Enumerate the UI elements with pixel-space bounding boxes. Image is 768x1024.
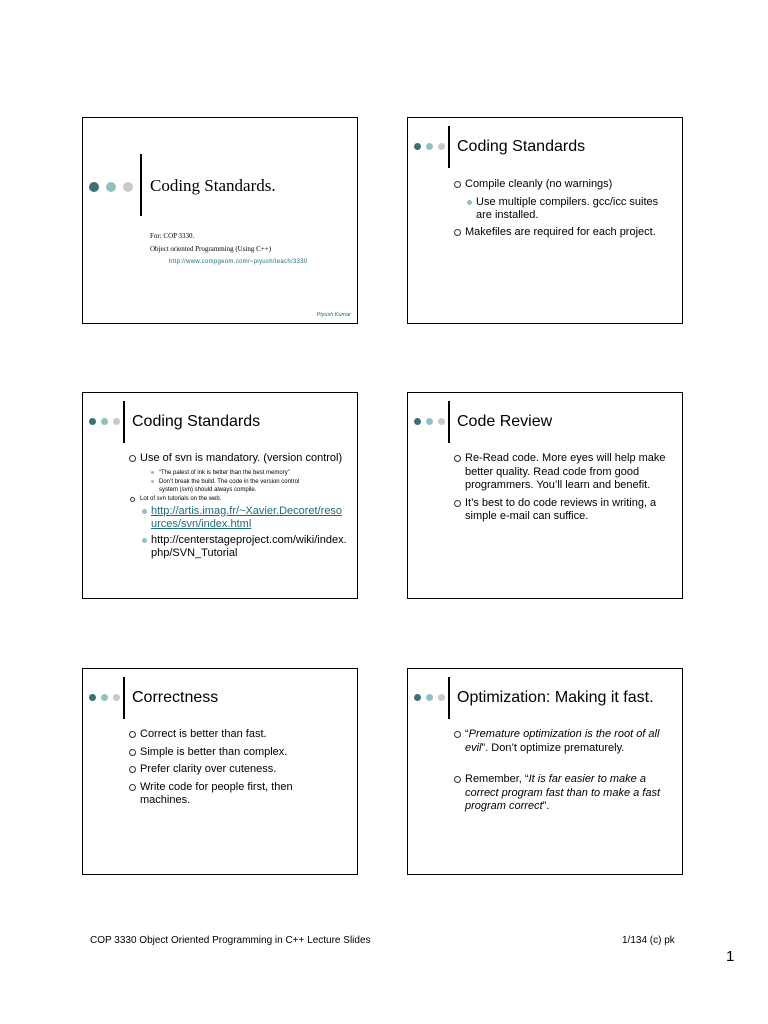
decorative-dots bbox=[414, 143, 445, 150]
author-name: Piyush Kumar bbox=[316, 312, 351, 318]
quote-text: Premature optimization is the root of all evil bbox=[465, 728, 660, 754]
title-divider bbox=[140, 154, 142, 216]
quote-rest: ”. bbox=[542, 800, 550, 812]
slide-2 bbox=[407, 117, 683, 324]
quote-open: “ bbox=[465, 728, 469, 740]
bullet-item: Makefiles are required for each project. bbox=[454, 226, 672, 240]
title-divider bbox=[448, 677, 450, 719]
slide-5 bbox=[82, 668, 358, 875]
page-number: 1 bbox=[726, 948, 735, 965]
bullet-item: It’s best to do code reviews in writing, a simple e-mail can suffice. bbox=[454, 497, 672, 524]
footer-course-title: COP 3330 Object Oriented Programming in C++ Lecture Slides bbox=[90, 935, 371, 946]
bullet-item: Prefer clarity over cuteness. bbox=[129, 763, 347, 777]
dot-light-icon bbox=[438, 694, 445, 701]
course-url: http://www.compgeom.com/~piyush/teach/3330 bbox=[169, 259, 308, 265]
dot-mid-icon bbox=[426, 418, 433, 425]
dot-light-icon bbox=[438, 143, 445, 150]
title-divider bbox=[123, 677, 125, 719]
slide-title: Coding Standards bbox=[457, 138, 586, 155]
course-line: Object oriented Programming (Using C++) bbox=[150, 245, 272, 253]
dot-light-icon bbox=[113, 418, 120, 425]
slide-body bbox=[454, 452, 672, 528]
sub-bullet-item: “The palest of ink is better than the best memory” bbox=[151, 469, 347, 477]
decorative-dots bbox=[414, 418, 445, 425]
dot-dark-icon bbox=[89, 418, 96, 425]
slide-body bbox=[129, 728, 347, 812]
dot-dark-icon bbox=[414, 418, 421, 425]
dot-dark-icon bbox=[89, 694, 96, 701]
slide-body bbox=[129, 452, 347, 563]
svn-link-centerstage[interactable]: http://centerstageproject.com/wiki/index.php/SVN_Tutorial bbox=[142, 534, 347, 560]
slide-1 bbox=[82, 117, 358, 324]
sub-bullet-item: Don’t break the build. The code in the version control system (svn) should always compile. bbox=[151, 478, 347, 494]
bullet-item bbox=[454, 773, 672, 814]
bullet-item: Write code for people first, then machines. bbox=[129, 781, 347, 808]
decorative-dots bbox=[89, 182, 133, 192]
dot-dark-icon bbox=[414, 143, 421, 150]
slide-body bbox=[454, 178, 672, 243]
dot-mid-icon bbox=[101, 418, 108, 425]
dot-mid-icon bbox=[106, 182, 116, 192]
slide-4 bbox=[407, 392, 683, 599]
link-text[interactable]: http://artis.imag.fr/~Xavier.Decoret/resources/svn/index.html bbox=[151, 504, 343, 530]
bullet-item: Compile cleanly (no warnings) bbox=[454, 178, 672, 192]
bullet-item bbox=[454, 728, 672, 755]
footer-slide-count: 1/134 (c) pk bbox=[622, 935, 675, 946]
dot-mid-icon bbox=[101, 694, 108, 701]
dot-light-icon bbox=[438, 418, 445, 425]
dot-dark-icon bbox=[414, 694, 421, 701]
slide-title: Correctness bbox=[132, 689, 219, 706]
sub-bullet-item: Use multiple compilers. gcc/icc suites are installed. bbox=[467, 196, 672, 222]
bullet-item: Correct is better than fast. bbox=[129, 728, 347, 742]
slide-title: Code Review bbox=[457, 413, 553, 430]
bullet-item: Re-Read code. More eyes will help make better quality. Read code from good programmers. You’ll learn and benefit. bbox=[454, 452, 672, 493]
decorative-dots bbox=[89, 418, 120, 425]
decorative-dots bbox=[414, 694, 445, 701]
slide-body bbox=[454, 728, 672, 818]
bullet-item: Lot of svn tutorials on the web. bbox=[129, 495, 347, 503]
bullet-item: Simple is better than complex. bbox=[129, 746, 347, 760]
slide-title: Coding Standards bbox=[132, 413, 261, 430]
quote-text: It is far easier to make a correct program fast than to make a fast program correct bbox=[465, 773, 661, 812]
title-divider bbox=[448, 401, 450, 443]
quote-open: Remember, “ bbox=[465, 773, 529, 785]
slide-3 bbox=[82, 392, 358, 599]
decorative-dots bbox=[89, 694, 120, 701]
for-line: For: COP 3330. bbox=[150, 232, 195, 240]
title-divider bbox=[448, 126, 450, 168]
slide-title: Coding Standards. bbox=[150, 176, 276, 195]
slide-title: Optimization: Making it fast. bbox=[457, 689, 654, 706]
bullet-item: Use of svn is mandatory. (version control) bbox=[129, 452, 347, 466]
svn-link-artis[interactable] bbox=[142, 505, 347, 531]
dot-mid-icon bbox=[426, 143, 433, 150]
dot-mid-icon bbox=[426, 694, 433, 701]
title-divider bbox=[123, 401, 125, 443]
quote-rest: ”. Don’t optimize prematurely. bbox=[481, 741, 625, 754]
slide-6 bbox=[407, 668, 683, 875]
dot-dark-icon bbox=[89, 182, 99, 192]
dot-light-icon bbox=[123, 182, 133, 192]
dot-light-icon bbox=[113, 694, 120, 701]
